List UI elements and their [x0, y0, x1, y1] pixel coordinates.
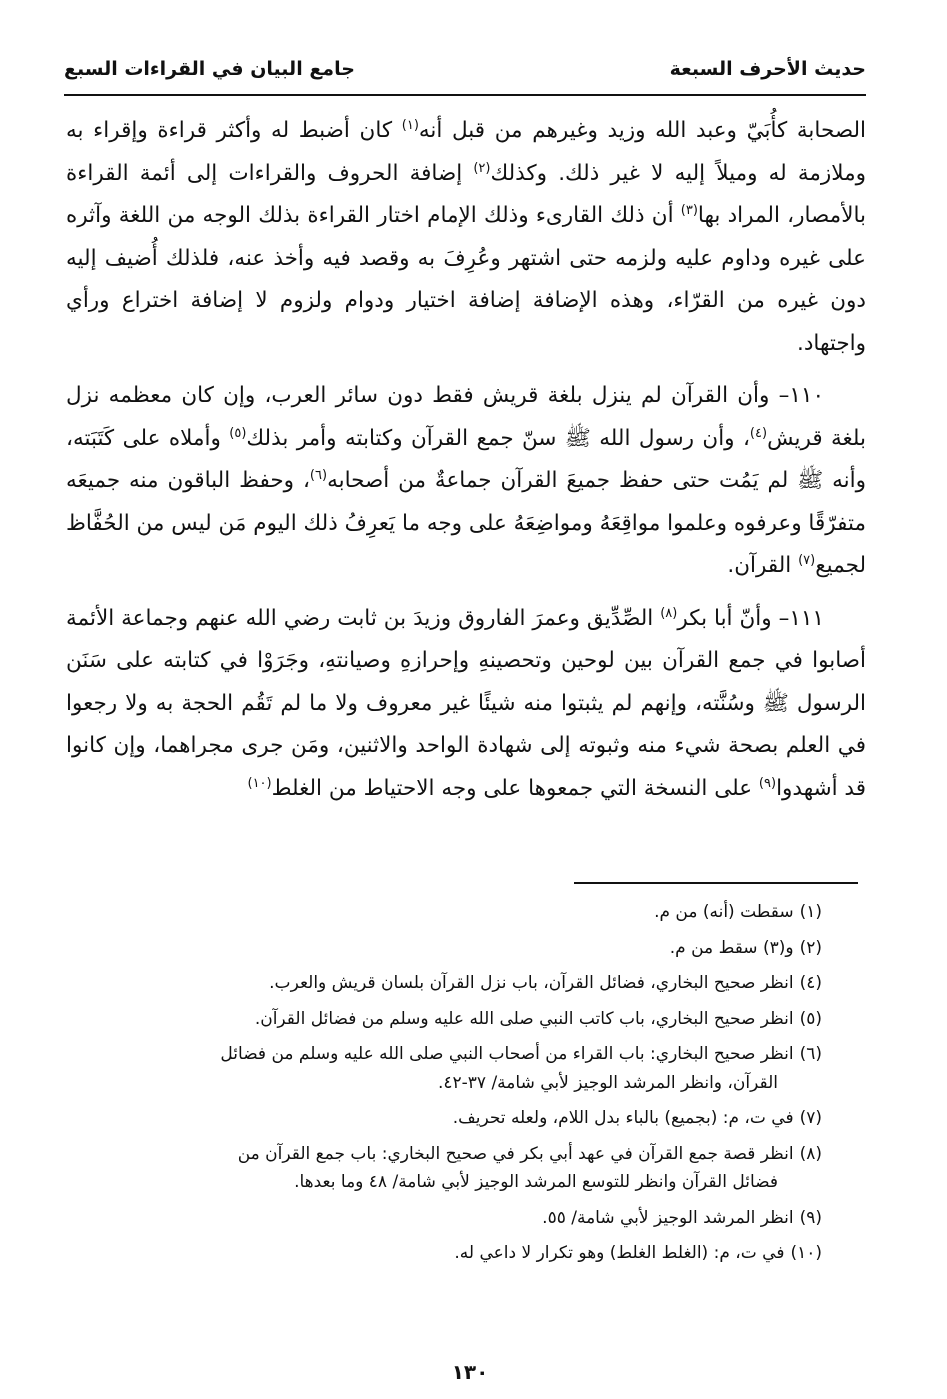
- paragraph-110: [66, 375, 866, 588]
- chapter-title: حديث الأحرف السبعة: [669, 58, 866, 80]
- footnote-7: [66, 1104, 822, 1133]
- footnote-marker[interactable]: (١): [401, 117, 419, 133]
- text-run: ، وأن رسول الله ﷺ سنّ جمع القرآن وكتابته وأمر بذلك: [246, 425, 750, 451]
- footnote-text: انظر قصة جمع القرآن في عهد أبي بكر في صحيح البخاري: باب جمع القرآن من: [237, 1143, 794, 1164]
- footnote-text: انظر صحيح البخاري: باب القراء من أصحاب النبي صلى الله عليه وسلم من فضائل: [220, 1044, 794, 1064]
- footnote-number: (٢): [799, 937, 822, 958]
- text-run: إضافة الحروف والقراءات إلى أئمة القراءة بالأمصار، المراد بها: [66, 160, 866, 228]
- footnote-number: (١): [799, 902, 822, 922]
- footnote-2: [66, 934, 822, 963]
- footnote-text: انظر صحيح البخاري، باب كاتب النبي صلى الله عليه وسلم من فضائل القرآن.: [254, 1008, 794, 1029]
- paragraph-gap: [66, 365, 866, 375]
- text-run: ١١١– وأنّ أبا بكر: [677, 605, 824, 631]
- footnote-number: (٥): [799, 1008, 822, 1029]
- footnote-6: [66, 1040, 822, 1097]
- footnote-9: [66, 1204, 822, 1233]
- text-run: ، وحفظ الباقون منه جميعَه متفرّقًا وعرفوه وعلموا مواقِعَهُ ومواضِعَهُ على وجه ما يَعرِفُ ذلك اليوم مَن ليس من الحُفَّاظ لجميع: [66, 468, 866, 578]
- paragraph-111: [66, 598, 866, 811]
- text-run: الصِّدِّيق وعمرَ الفاروق وزيدَ بن ثابت رضي الله عنهم وجماعة الأئمة أصابوا في جمع القرآن بين لوحين وتحصينهِ وإحرازهِ وصيانتهِ، وجَرَوْا في كتابته على سَنَن الرسول ﷺ وسُنَّته، وإنهم لم يثبتوا منه شيئًا غير معروف ولا ما لم تَقُم الحجة به ولا رجعوا في العلم بصحة شيء منه وثبوته إلى شهادة الواحد والاثنين، ومَن جرى مجراهما، وإن كانوا قد أشهدوا: [66, 605, 866, 801]
- footnote-number: (٨): [799, 1143, 822, 1164]
- paragraph-1: [66, 110, 866, 365]
- footnote-marker[interactable]: (٣): [680, 202, 698, 218]
- footnote-4: [66, 969, 822, 998]
- footnote-8: [66, 1140, 822, 1197]
- text-run: وأملاه على كَتَبَته، وأنه ﷺ لم يَمُت حتى حفظ جميعَ القرآن جماعةٌ من أصحابه: [66, 425, 867, 493]
- footnote-number: (٧): [799, 1108, 822, 1128]
- footnote-marker[interactable]: (٥): [229, 425, 247, 441]
- footnote-number: (٩): [799, 1207, 822, 1228]
- main-text: [66, 110, 866, 810]
- text-run: ١١٠– وأن القرآن لم ينزل بلغة قريش فقط دون سائر العرب، وإن كان معظمه نزل بلغة قريش: [66, 383, 867, 451]
- text-run: كان أضبط له وأكثر قراءة وإقراء به وملازمة له وميلاً إليه لا غير ذلك. وكذلك: [66, 118, 866, 186]
- footnote-continuation: فضائل القرآن وانظر للتوسع المرشد الوجيز لأبي شامة/ ٤٨ وما بعدها.: [294, 1172, 778, 1192]
- footnote-rule: [574, 882, 858, 884]
- book-title: جامع البيان في القراءات السبع: [64, 58, 355, 80]
- header-rule: [64, 94, 866, 96]
- footnote-marker[interactable]: (٢): [473, 160, 491, 176]
- footnote-text: انظر صحيح البخاري، فضائل القرآن، باب نزل القرآن بلسان قريش والعرب.: [269, 973, 794, 993]
- paragraph-gap: [66, 588, 866, 598]
- footnote-marker[interactable]: (٧): [798, 552, 816, 568]
- footnote-1: [66, 898, 822, 927]
- footnote-5: [66, 1005, 822, 1034]
- footnote-marker[interactable]: (٦): [309, 467, 328, 483]
- footnote-number: (٦): [799, 1044, 822, 1064]
- footnote-text: انظر المرشد الوجيز لأبي شامة/ ٥٥.: [542, 1207, 794, 1228]
- page-number: ١٣٠: [451, 1360, 489, 1384]
- text-run: الصحابة كأُبَيّ وعبد الله وزيد وغيرهم من قبل أنه: [418, 118, 866, 143]
- text-run: القرآن.: [727, 553, 799, 578]
- footnote-marker[interactable]: (٨): [660, 605, 678, 621]
- footnote-10: [66, 1239, 822, 1268]
- footnote-marker[interactable]: (٤): [749, 425, 768, 441]
- footnote-number: (٤): [799, 973, 822, 993]
- footnotes: [66, 898, 822, 1275]
- footnote-number: (١٠): [790, 1243, 822, 1263]
- text-run: على النسخة التي جمعوها على وجه الاحتياط من الغلط: [271, 775, 759, 801]
- footnote-marker[interactable]: (١٠): [247, 775, 272, 791]
- footnote-text: في ت، م: (الغلط الغلط) وهو تكرار لا داعي له.: [454, 1243, 785, 1263]
- footnote-text: و(٣) سقط من م.: [669, 937, 794, 958]
- footnote-continuation: القرآن، وانظر المرشد الوجيز لأبي شامة/ ٣٧-٤٢.: [437, 1072, 778, 1093]
- running-header: [64, 58, 866, 94]
- footnote-marker[interactable]: (٩): [758, 775, 777, 791]
- footnote-text: سقطت (أنه) من م.: [654, 902, 794, 922]
- text-run: أن ذلك القارىء وذلك الإمام اختار القراءة بذلك الوجه من اللغة وآثره على غيره وداوم عليه ولزمه حتى اشتهر وعُرِفَ به وقصد فيه وأخذ عنه، فلذلك أُضيف إليه دون غيره من القرّاء، وهذه الإضافة إضافة اختيار ودوام ولزوم لا إضافة اختراع ورأي واجتهاد.: [66, 203, 866, 356]
- footnote-text: في ت، م: (بجميع) بالباء بدل اللام، ولعله تحريف.: [452, 1108, 794, 1128]
